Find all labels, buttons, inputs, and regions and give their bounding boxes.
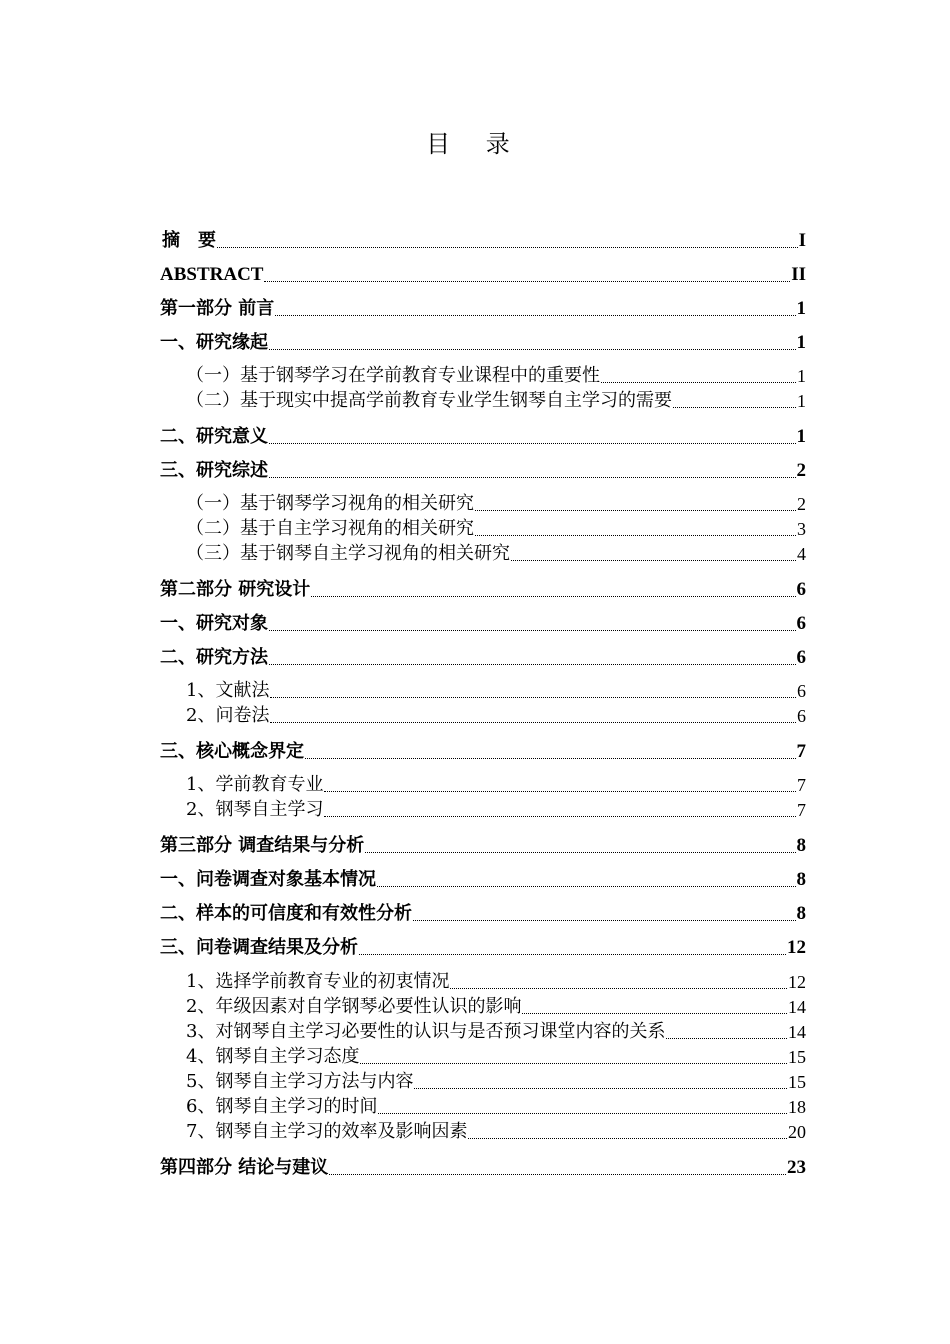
- toc-entry-section[interactable]: [160, 737, 806, 763]
- toc-entry-page: 7: [796, 741, 806, 762]
- toc-entry-label: 第四部分 结论与建议: [160, 1157, 329, 1178]
- toc-entry-subsection[interactable]: [186, 771, 806, 796]
- toc-entry-label: 三、核心概念界定: [160, 741, 304, 762]
- toc-entry-page: 2: [797, 494, 806, 514]
- toc-entry-label: 二、研究方法: [160, 647, 268, 668]
- toc-entry-section[interactable]: [160, 609, 806, 635]
- toc-entry-page: 6: [797, 706, 806, 726]
- dot-leader: [413, 920, 796, 921]
- toc-entry-subsection[interactable]: [186, 1093, 806, 1118]
- dot-leader: [324, 791, 796, 792]
- toc-entry-part-4[interactable]: [160, 1153, 806, 1179]
- toc-entry-label: 二、研究意义: [160, 426, 268, 447]
- toc-entry-part-3[interactable]: [160, 831, 806, 857]
- toc-entry-page: 6: [796, 647, 806, 668]
- dot-leader: [359, 954, 786, 955]
- toc-entry-subsection[interactable]: [186, 702, 806, 727]
- toc-entry-page: 8: [796, 869, 806, 890]
- toc-entry-subsection[interactable]: [186, 1118, 806, 1143]
- toc-entry-page: 6: [796, 579, 806, 600]
- dot-leader: [329, 1174, 786, 1175]
- toc-entry-section[interactable]: [160, 456, 806, 482]
- toc-entry-label: 第二部分 研究设计: [160, 579, 311, 600]
- toc-entry-label: 二、样本的可信度和有效性分析: [160, 903, 412, 924]
- dot-leader: [666, 1038, 787, 1039]
- dot-leader: [269, 630, 796, 631]
- toc-entry-subsection[interactable]: [186, 993, 806, 1018]
- toc-entry-abstract-en[interactable]: [160, 260, 806, 286]
- toc-entry-label: 一、研究对象: [160, 613, 268, 634]
- toc-entry-page: 4: [797, 544, 806, 564]
- toc-entry-page: 8: [796, 903, 806, 924]
- toc-entry-subsection[interactable]: [186, 796, 806, 821]
- toc-entry-label: ABSTRACT: [160, 264, 264, 285]
- dot-leader: [270, 697, 796, 698]
- toc-entry-page: 6: [796, 613, 806, 634]
- toc-entry-label: （一）基于钢琴学习视角的相关研究: [186, 493, 474, 514]
- dot-leader: [475, 535, 796, 536]
- toc-entry-label: 一、研究缘起: [160, 332, 268, 353]
- toc-entry-label: 6、钢琴自主学习的时间: [186, 1096, 378, 1117]
- toc-entry-subsection[interactable]: [186, 1068, 806, 1093]
- page-title: 目 录: [426, 130, 524, 158]
- toc-entry-label: 2、问卷法: [186, 705, 270, 726]
- dot-leader: [377, 886, 796, 887]
- toc-entry-page: 1: [797, 366, 806, 386]
- toc-entry-label: 第三部分 调查结果与分析: [160, 835, 365, 856]
- toc-entry-label: 摘 要: [162, 230, 216, 251]
- toc-entry-section[interactable]: [160, 643, 806, 669]
- toc-entry-section[interactable]: [160, 933, 806, 959]
- dot-leader: [269, 477, 796, 478]
- toc-entry-label: 1、学前教育专业: [186, 774, 324, 795]
- toc-entry-page: 1: [796, 332, 806, 353]
- dot-leader: [378, 1113, 787, 1114]
- toc-entry-section[interactable]: [160, 899, 806, 925]
- toc-entry-page: 7: [797, 800, 806, 820]
- dot-leader: [269, 349, 796, 350]
- toc-entry-page: 23: [787, 1157, 806, 1178]
- toc-entry-label: 1、选择学前教育专业的初衷情况: [186, 971, 450, 992]
- toc-entry-subsection[interactable]: [186, 490, 806, 515]
- toc-entry-page: 8: [796, 835, 806, 856]
- toc-entry-label: 1、文献法: [186, 680, 270, 701]
- toc-entry-page: 12: [788, 972, 806, 992]
- toc-entry-label: （一）基于钢琴学习在学前教育专业课程中的重要性: [186, 365, 600, 386]
- toc-entry-subsection[interactable]: [186, 677, 806, 702]
- toc-entry-page: II: [791, 264, 806, 285]
- dot-leader: [360, 1063, 787, 1064]
- toc-entry-page: 1: [796, 298, 806, 319]
- toc-entry-label: 三、问卷调查结果及分析: [160, 937, 358, 958]
- toc-entry-label: 4、钢琴自主学习态度: [186, 1046, 360, 1067]
- toc-entry-subsection[interactable]: [186, 968, 806, 993]
- toc-entry-page: 14: [788, 997, 806, 1017]
- toc-entry-page: 12: [787, 937, 806, 958]
- dot-leader: [311, 596, 795, 597]
- toc-entry-abstract-cn[interactable]: [160, 226, 806, 252]
- toc-entry-label: （二）基于自主学习视角的相关研究: [186, 518, 474, 539]
- toc-entry-subsection[interactable]: [186, 540, 806, 565]
- toc-entry-section[interactable]: [160, 328, 806, 354]
- toc-entry-page: 18: [788, 1097, 806, 1117]
- toc-entry-page: 20: [788, 1122, 806, 1142]
- dot-leader: [511, 560, 796, 561]
- toc-entry-label: 7、钢琴自主学习的效率及影响因素: [186, 1121, 468, 1142]
- toc-entry-subsection[interactable]: [186, 1043, 806, 1068]
- toc-entry-label: 一、问卷调查对象基本情况: [160, 869, 376, 890]
- toc-entry-page: 7: [797, 775, 806, 795]
- dot-leader: [601, 382, 796, 383]
- dot-leader: [365, 852, 795, 853]
- toc-entry-subsection[interactable]: [186, 1018, 806, 1043]
- toc-entry-page: 3: [797, 519, 806, 539]
- toc-entry-page: 15: [788, 1047, 806, 1067]
- dot-leader: [305, 758, 796, 759]
- dot-leader: [324, 816, 796, 817]
- dot-leader: [270, 722, 796, 723]
- toc-entry-section[interactable]: [160, 865, 806, 891]
- toc-entry-label: 2、年级因素对自学钢琴必要性认识的影响: [186, 996, 522, 1017]
- dot-leader: [269, 664, 796, 665]
- toc-entry-label: 三、研究综述: [160, 460, 268, 481]
- dot-leader: [275, 315, 795, 316]
- toc-entry-page: 2: [796, 460, 806, 481]
- dot-leader: [264, 281, 790, 282]
- toc-entry-label: 3、对钢琴自主学习必要性的认识与是否预习课堂内容的关系: [186, 1021, 666, 1042]
- toc-entry-subsection[interactable]: [186, 387, 806, 412]
- toc-entry-part-1[interactable]: [160, 294, 806, 320]
- dot-leader: [414, 1088, 787, 1089]
- toc-entry-section[interactable]: [160, 422, 806, 448]
- toc-entry-page: 6: [797, 681, 806, 701]
- toc-entry-page: 14: [788, 1022, 806, 1042]
- toc-entry-label: （三）基于钢琴自主学习视角的相关研究: [186, 543, 510, 564]
- toc-entry-page: 15: [788, 1072, 806, 1092]
- dot-leader: [522, 1013, 787, 1014]
- dot-leader: [450, 988, 787, 989]
- toc-entry-page: 1: [797, 391, 806, 411]
- dot-leader: [673, 407, 796, 408]
- dot-leader: [269, 443, 796, 444]
- toc-entry-label: 第一部分 前言: [160, 298, 275, 319]
- toc-entry-label: 5、钢琴自主学习方法与内容: [186, 1071, 414, 1092]
- dot-leader: [217, 247, 798, 248]
- dot-leader: [468, 1138, 787, 1139]
- toc-entry-label: （二）基于现实中提高学前教育专业学生钢琴自主学习的需要: [186, 390, 672, 411]
- toc-entry-subsection[interactable]: [186, 362, 806, 387]
- toc-entry-subsection[interactable]: [186, 515, 806, 540]
- toc-entry-page: 1: [796, 426, 806, 447]
- toc-entry-part-2[interactable]: [160, 575, 806, 601]
- toc-entry-page: I: [798, 230, 806, 251]
- toc-entry-label: 2、钢琴自主学习: [186, 799, 324, 820]
- dot-leader: [475, 510, 796, 511]
